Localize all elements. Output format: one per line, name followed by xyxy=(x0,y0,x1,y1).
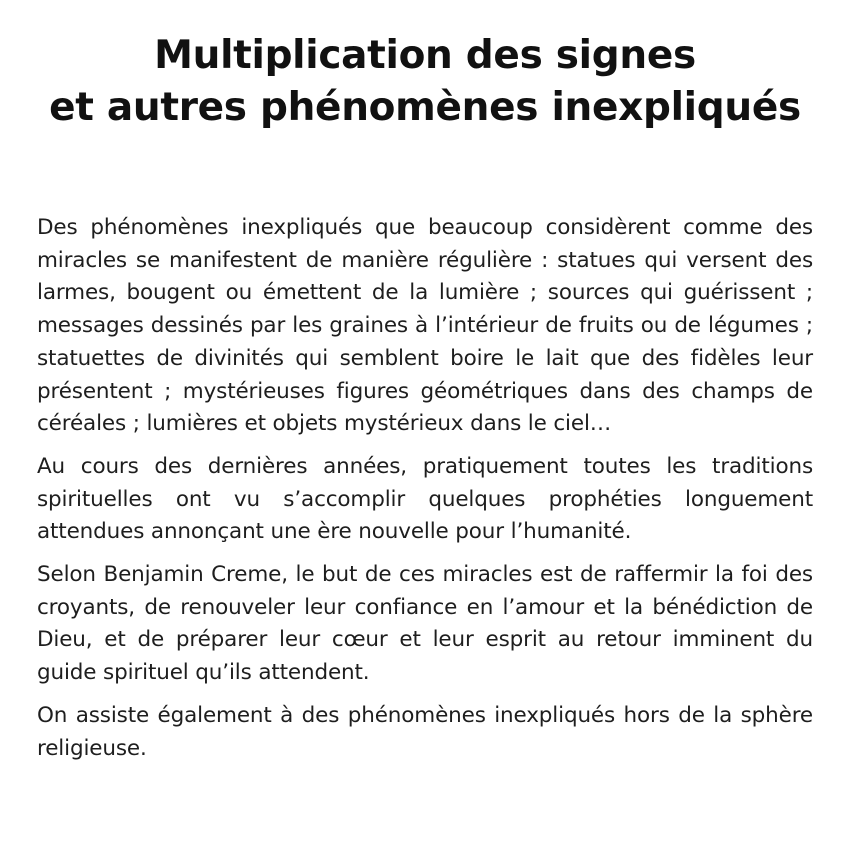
paragraph-benjamin-creme: Selon Benjamin Creme, le but de ces miracles est de raffermir la foi des croyants, de renouveler leur confiance en l’amour et la bénédiction de Dieu, et de préparer leur cœur et leur esprit au retour imminent du guide spirituel qu’ils attendent. xyxy=(37,562,813,686)
paragraph-miracles: Des phénomènes inexpliqués que beaucoup considèrent comme des miracles se manifestent de manière régulière : statues qui versent des larmes, bougent ou émettent de la lumière ; sources qui guérissent ; messages dessinés par les graines à l’intérieur de fruits ou de légumes ; statuettes de divinités qui semblent boire le lait que des fidèles leur présentent ; mystérieuses figures géométriques dans des champs de céréales ; lumières et objets mystérieux dans le ciel… xyxy=(37,215,813,437)
paragraph-outside-religion: On assiste également à des phénomènes inexpliqués hors de la sphère religieuse. xyxy=(37,702,813,761)
paragraph-prophecies: Au cours des dernières années, pratiquement toutes les traditions spirituelles ont vu s’accomplir quelques prophéties longuement attendues annonçant une ère nouvelle pour l’humanité. xyxy=(37,453,813,545)
title-line-2: et autres phénomènes inexpliqués xyxy=(49,85,801,130)
title-line-1: Multiplication des signes xyxy=(154,33,696,78)
page-title xyxy=(0,30,850,134)
body-text xyxy=(37,212,813,775)
